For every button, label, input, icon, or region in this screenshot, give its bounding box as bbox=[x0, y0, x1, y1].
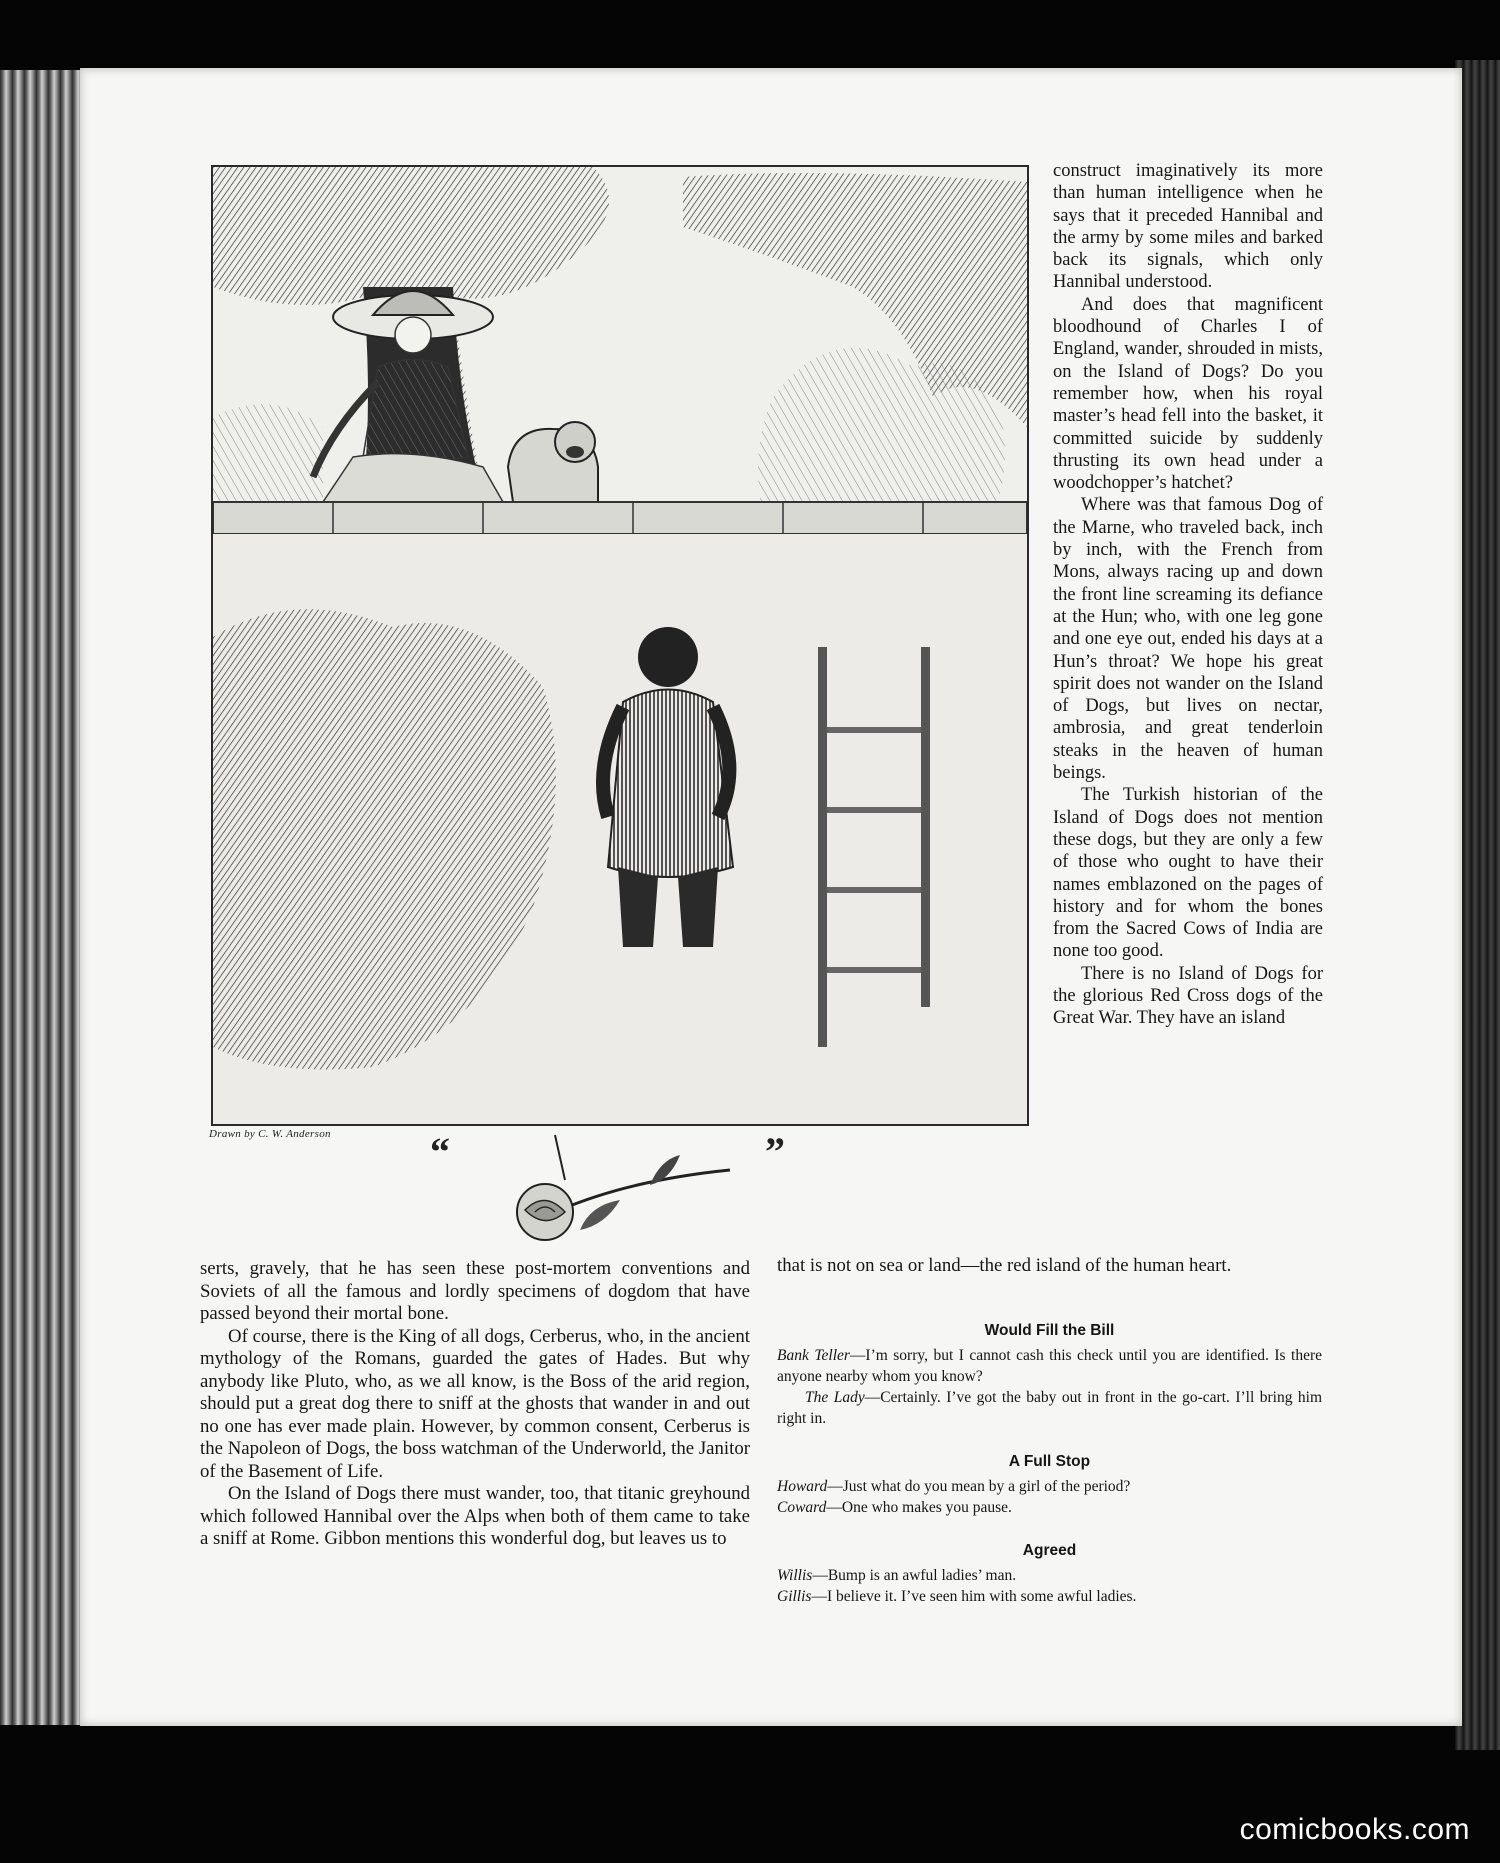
illustration-garden-scene bbox=[211, 165, 1029, 1126]
rose-ornament bbox=[430, 1130, 810, 1245]
joke-text: —I’m sorry, but I cannot cash this check until you are identified. Is there anyone nearby whom you know? bbox=[777, 1347, 1322, 1385]
quote-open-mark: “ bbox=[430, 1129, 450, 1174]
joke-line bbox=[777, 1345, 1322, 1387]
joke-would-fill-the-bill bbox=[777, 1320, 1322, 1429]
article-right-column bbox=[1053, 160, 1323, 1030]
paragraph: construct imaginatively its more than human intelligence when he says that it preceded Hannibal and the army by some miles and barked back its signals, which only Hannibal understood. bbox=[1053, 161, 1323, 293]
joke-agreed bbox=[777, 1540, 1322, 1607]
jokes-section bbox=[777, 1320, 1322, 1629]
joke-speaker: Gillis bbox=[777, 1588, 812, 1605]
joke-text: —Just what do you mean by a girl of the period? bbox=[827, 1478, 1131, 1495]
site-watermark: comicbooks.com bbox=[1239, 1813, 1470, 1846]
joke-line bbox=[777, 1586, 1322, 1607]
joke-title: A Full Stop bbox=[1008, 1453, 1091, 1470]
joke-title: Would Fill the Bill bbox=[984, 1322, 1115, 1339]
joke-speaker: The Lady bbox=[805, 1389, 865, 1406]
joke-line bbox=[777, 1476, 1322, 1497]
article-left-column bbox=[200, 1258, 750, 1551]
joke-speaker: Coward bbox=[777, 1499, 827, 1516]
quote-close-mark: ” bbox=[765, 1129, 785, 1174]
paragraph: serts, gravely, that he has seen these post-mortem conventions and Soviets of all the famous and lordly specimens of dogdom that have passed beyond their mortal bone. bbox=[200, 1258, 750, 1324]
paragraph: that is not on sea or land—the red island of the human heart. bbox=[777, 1255, 1232, 1276]
joke-title: Agreed bbox=[1022, 1542, 1077, 1559]
paragraph: Where was that famous Dog of the Marne, who traveled back, inch by inch, with the French from Mons, always racing up and down the front line screaming its defiance at the Hun; who, with one leg gone and one eye out, ended his days at a Hun’s throat? We hope his great spirit does not wander on the Island of Dogs, but lives on nectar, ambrosia, and great tenderloin steaks in the heaven of human beings. bbox=[1053, 495, 1323, 784]
joke-speaker: Willis bbox=[777, 1567, 813, 1584]
paragraph: Of course, there is the King of all dogs, Cerberus, who, in the ancient mythology of the Romans, guarded the gates of Hades. But why anybody like Pluto, who, as we all know, is the Boss of the arid region, should put a great dog there to sniff at the ghosts that wander in and out no one has ever made plain. However, by common consent, Cerberus is the Napoleon of Dogs, the boss watchman of the Underworld, the Janitor of the Basement of Life. bbox=[200, 1325, 750, 1482]
joke-text: —Bump is an awful ladies’ man. bbox=[812, 1567, 1017, 1584]
joke-speaker: Howard bbox=[777, 1478, 828, 1495]
paragraph: There is no Island of Dogs for the glorious Red Cross dogs of the Great War. They have an island bbox=[1053, 963, 1323, 1029]
rose-icon bbox=[430, 1130, 810, 1245]
article-continuation bbox=[777, 1255, 1322, 1278]
paragraph: On the Island of Dogs there must wander, too, that titanic greyhound which followed Hannibal over the Alps when both of them came to take a sniff at Rome. Gibbon mentions this wonderful dog, but leaves us to bbox=[200, 1483, 750, 1549]
joke-line bbox=[777, 1565, 1322, 1586]
book-spine-edge bbox=[0, 70, 82, 1725]
joke-text: —Certainly. I’ve got the baby out in front in the go-cart. I’ll bring him right in. bbox=[777, 1389, 1323, 1427]
joke-speaker: Bank Teller bbox=[777, 1347, 850, 1364]
joke-text: —I believe it. I’ve seen him with some awful ladies. bbox=[811, 1588, 1137, 1605]
joke-a-full-stop bbox=[777, 1451, 1322, 1518]
illustration-credit: Drawn by C. W. Anderson bbox=[209, 1128, 331, 1140]
joke-line bbox=[777, 1387, 1322, 1429]
illustration-drawing bbox=[213, 167, 1027, 1124]
joke-line bbox=[777, 1497, 1322, 1518]
joke-text: —One who makes you pause. bbox=[826, 1499, 1012, 1516]
paragraph: And does that magnificent bloodhound of Charles I of England, wander, shrouded in mists, on the Island of Dogs? Do you remember how, when his royal master’s head fell into the basket, it committed suicide by suddenly thrusting its own head under a woodchopper’s hatchet? bbox=[1053, 294, 1323, 494]
paragraph: The Turkish historian of the Island of Dogs does not mention these dogs, but they are only a few of those who ought to have their names emblazoned on the pages of history and for whom the bones from the Sacred Cows of India are none too good. bbox=[1053, 785, 1323, 962]
